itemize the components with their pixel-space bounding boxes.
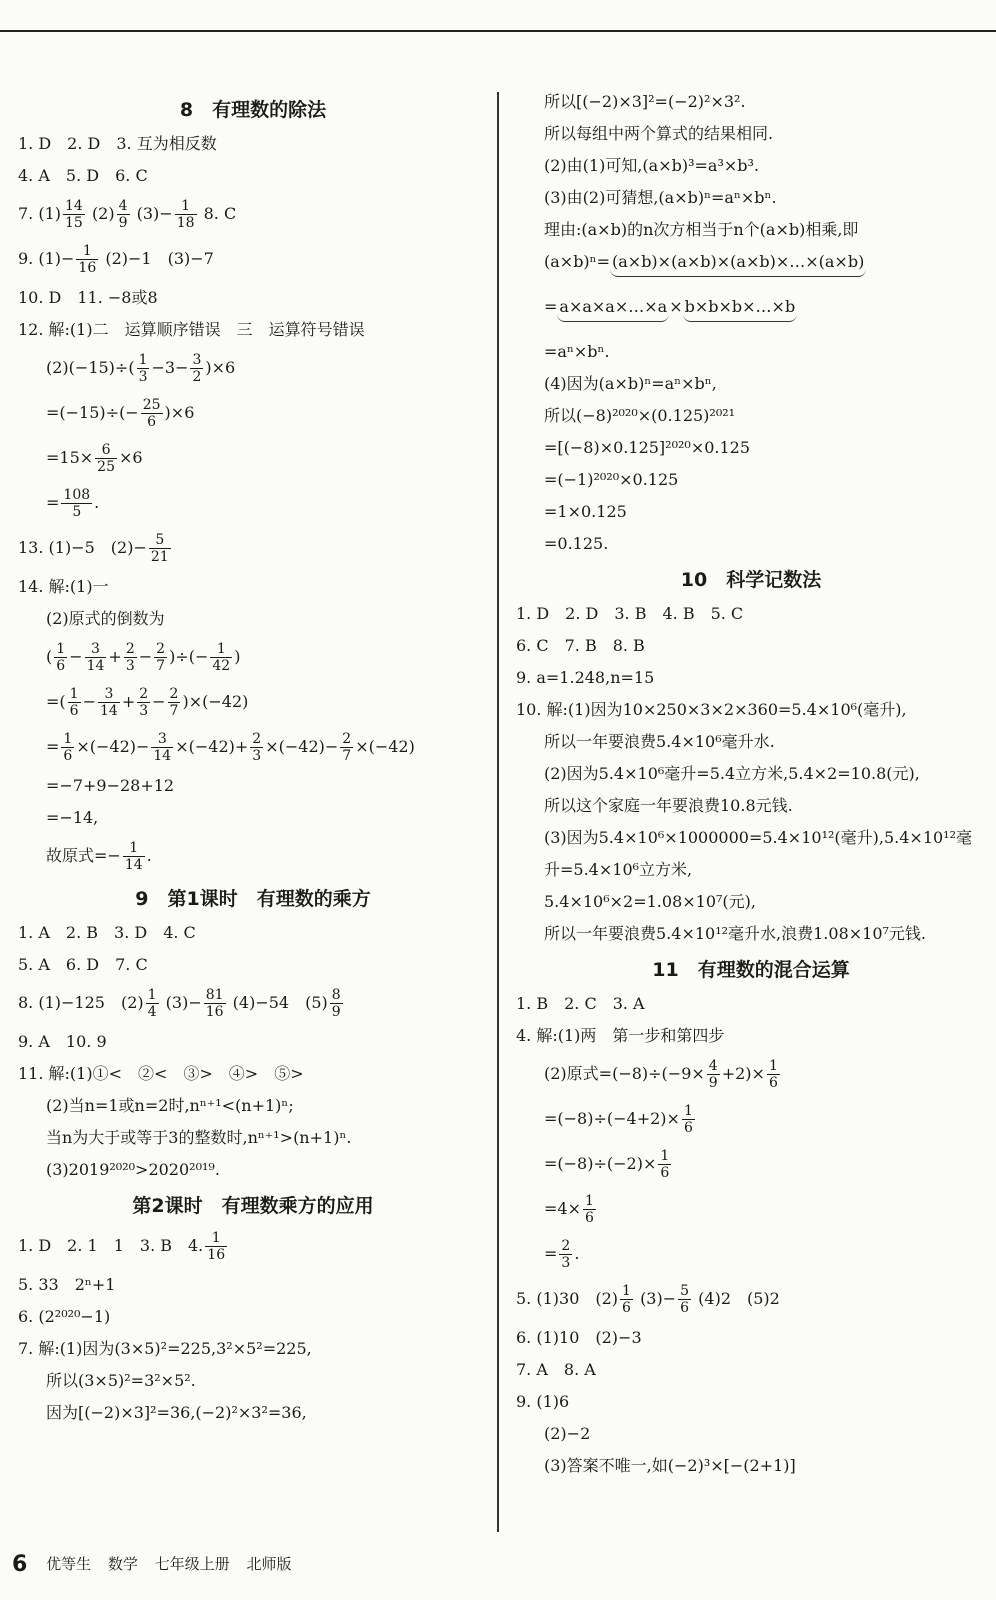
answer-line: 7. (1) $\frac{14}{15}$ (2) $\frac{4}{9}$ (3)− $\frac{1}{18}$ 8. C [18, 198, 237, 231]
answer-line: 1. D 2. 1 1 3. B 4. $\frac{1}{16}$ [18, 1230, 226, 1263]
math-line: =(−8)÷(−2)× $\frac{1}{6}$ [544, 1148, 670, 1181]
answer-line: 1. B 2. C 3. A [516, 994, 645, 1013]
right-column [516, 90, 986, 1482]
fraction: $\frac{3}{14}$ [153, 731, 172, 764]
page-number: 6 [12, 1552, 28, 1577]
math-line: =[(−8)×0.125]²⁰²⁰×0.125 [544, 438, 751, 457]
fraction: $\frac{4}{9}$ [118, 198, 128, 231]
math-line: = $\frac{1}{6}$ ×(−42)− $\frac{3}{14}$ ×(−42)+ $\frac{2}{3}$ ×(−42)− $\frac{2}{7}$ ×(−42) [46, 731, 415, 764]
math-line: (3)答案不唯一,如(−2)³×[−(2+1)] [544, 1456, 796, 1475]
answer-line: 7. A 8. A [516, 1360, 596, 1379]
section-heading-9: 9 第1课时 有理数的乘方 [135, 888, 371, 910]
math-line: 当n为大于或等于3的整数时,nⁿ⁺¹>(n+1)ⁿ. [46, 1128, 352, 1147]
underbrace: a×a×a×…×a [557, 297, 669, 322]
fraction: $\frac{1}{18}$ [176, 198, 195, 231]
math-line: (2)当n=1或n=2时,nⁿ⁺¹<(n+1)ⁿ; [46, 1096, 294, 1115]
fraction: $\frac{81}{16}$ [205, 987, 224, 1020]
section-heading-8: 8 有理数的除法 [179, 99, 327, 121]
math-line: ( $\frac{1}{6}$ − $\frac{3}{14}$ + $\frac{2}{3}$ − $\frac{2}{7}$ )÷(− $\frac{1}{42}$ ) [46, 641, 241, 674]
answer-line: 1. D 2. D 3. 互为相反数 [18, 134, 217, 153]
left-column [18, 90, 488, 1429]
fraction: $\frac{2}{3}$ [561, 1238, 571, 1271]
math-line: =(−8)÷(−4+2)× $\frac{1}{6}$ [544, 1103, 693, 1136]
math-line: (3)因为5.4×10⁶×1000000=5.4×10¹²(毫升),5.4×10¹²毫 [544, 828, 973, 847]
math-line: 理由:(a×b)的n次方相当于n个(a×b)相乘,即 [544, 220, 859, 239]
answer-line: 5. A 6. D 7. C [18, 955, 148, 974]
fraction: $\frac{2}{3}$ [139, 686, 149, 719]
fraction: $\frac{6}{25}$ [97, 442, 115, 475]
math-line: =(−1)²⁰²⁰×0.125 [544, 470, 679, 489]
section-heading-9b: 第2课时 有理数乘方的应用 [132, 1195, 374, 1217]
fraction: $\frac{1}{6}$ [660, 1148, 670, 1181]
fraction: $\frac{1}{6}$ [768, 1058, 778, 1091]
subject: 数学 [107, 1555, 138, 1573]
fraction: $\frac{2}{7}$ [156, 641, 166, 674]
fraction: $\frac{8}{9}$ [331, 987, 341, 1020]
math-line: 升=5.4×10⁶立方米, [544, 860, 693, 879]
math-line: (2)因为5.4×10⁶毫升=5.4立方米,5.4×2=10.8(元), [544, 764, 920, 783]
answer-line: 5. 33 2ⁿ+1 [18, 1275, 116, 1294]
edition: 北师版 [246, 1555, 292, 1573]
math-line: (2)−2 [544, 1424, 591, 1443]
answer-line: 4. A 5. D 6. C [18, 166, 148, 185]
answer-line: 12. 解:(1)二 运算顺序错误 三 运算符号错误 [18, 320, 365, 339]
fraction: $\frac{1}{16}$ [207, 1230, 226, 1263]
answer-line: 6. C 7. B 8. B [516, 636, 645, 655]
math-line: (3)2019²⁰²⁰>2020²⁰¹⁹. [46, 1160, 220, 1179]
fraction: $\frac{1}{3}$ [138, 352, 148, 385]
answer-line: 4. 解:(1)两 第一步和第四步 [516, 1026, 725, 1045]
fraction: $\frac{1}{6}$ [622, 1283, 631, 1316]
answer-line: 9. A 10. 9 [18, 1032, 107, 1051]
answer-line: 9. a=1.248,n=15 [516, 668, 655, 687]
column-divider [497, 92, 499, 1532]
fraction: $\frac{25}{6}$ [142, 397, 161, 430]
math-line: 所以每组中两个算式的结果相同. [544, 124, 774, 143]
fraction: $\frac{14}{15}$ [65, 198, 83, 231]
answer-line: 14. 解:(1)一 [18, 577, 109, 596]
fraction: $\frac{3}{14}$ [99, 686, 118, 719]
fraction: $\frac{5}{6}$ [680, 1283, 690, 1316]
fraction: $\frac{1}{6}$ [683, 1103, 693, 1136]
math-line: =4× $\frac{1}{6}$ [544, 1193, 594, 1226]
fraction: $\frac{3}{2}$ [192, 352, 202, 385]
section-heading-10: 10 科学记数法 [680, 569, 822, 591]
fraction: $\frac{1}{42}$ [212, 641, 231, 674]
math-line: 故原式=− $\frac{1}{14}$ . [46, 840, 152, 873]
math-line: (2)原式=(−8)÷(−9× $\frac{4}{9}$ +2)× $\frac{1}{6}$ [544, 1058, 778, 1091]
math-line: = $\frac{2}{3}$ . [544, 1238, 580, 1271]
fraction: $\frac{1}{6}$ [63, 731, 73, 764]
answer-line: 13. (1)−5 (2)− $\frac{5}{21}$ [18, 532, 169, 565]
math-line: 所以[(−2)×3]²=(−2)²×3². [544, 92, 746, 111]
math-line: 所以一年要浪费5.4×10⁶毫升水. [544, 732, 775, 751]
math-line: (2)原式的倒数为 [46, 609, 165, 628]
math-line: 所以(3×5)²=3²×5². [46, 1371, 196, 1390]
answer-line: 1. D 2. D 3. B 4. B 5. C [516, 604, 744, 623]
series-name: 优等生 [46, 1555, 92, 1573]
fraction: $\frac{1}{4}$ [147, 987, 157, 1020]
grade: 七年级上册 [154, 1555, 230, 1573]
answer-line: 8. (1)−125 (2) $\frac{1}{4}$ (3)− $\frac{81}{16}$ (4)−54 (5) $\frac{8}{9}$ [18, 987, 341, 1020]
math-line: (2)(−15)÷( $\frac{1}{3}$ −3− $\frac{3}{2}$ )×6 [46, 352, 236, 385]
math-line: = a×a×a×…×a × b×b×b×…×b [516, 291, 986, 336]
math-line: (2)由(1)可知,(a×b)³=a³×b³. [544, 156, 760, 175]
math-line: 所以一年要浪费5.4×10¹²毫升水,浪费1.08×10⁷元钱. [544, 924, 927, 943]
answer-line: 9. (1)− $\frac{1}{16}$ (2)−1 (3)−7 [18, 243, 214, 276]
fraction: $\frac{2}{3}$ [252, 731, 262, 764]
math-line: 所以(−8)²⁰²⁰×(0.125)²⁰²¹ [544, 406, 736, 425]
underbrace: (a×b)×(a×b)×(a×b)×…×(a×b) [610, 252, 866, 277]
answer-line: 1. A 2. B 3. D 4. C [18, 923, 196, 942]
math-line: 5.4×10⁶×2=1.08×10⁷(元), [544, 892, 756, 911]
answer-line: 10. 解:(1)因为10×250×3×2×360=5.4×10⁶(毫升), [516, 700, 907, 719]
page-footer [12, 1552, 304, 1577]
fraction: $\frac{1}{16}$ [78, 243, 97, 276]
fraction: $\frac{108}{5}$ [63, 487, 91, 520]
math-line: (4)因为(a×b)ⁿ=aⁿ×bⁿ, [544, 374, 717, 393]
answer-line: 7. 解:(1)因为(3×5)²=225,3²×5²=225, [18, 1339, 312, 1358]
answer-line: 6. (1)10 (2)−3 [516, 1328, 642, 1347]
math-line: 因为[(−2)×3]²=36,(−2)²×3²=36, [46, 1403, 307, 1422]
top-rule [0, 30, 996, 32]
fraction: $\frac{2}{3}$ [125, 641, 135, 674]
fraction: $\frac{1}{14}$ [124, 840, 143, 873]
math-line: =0.125. [544, 534, 609, 553]
fraction: $\frac{5}{21}$ [150, 532, 169, 565]
answer-line: 6. (2²⁰²⁰−1) [18, 1307, 111, 1326]
fraction: $\frac{1}{6}$ [56, 641, 66, 674]
fraction: $\frac{4}{9}$ [708, 1058, 718, 1091]
answer-line: 9. (1)6 [516, 1392, 570, 1411]
underbrace: b×b×b×…×b [683, 297, 798, 322]
fraction: $\frac{3}{14}$ [86, 641, 105, 674]
fraction: $\frac{1}{6}$ [69, 686, 79, 719]
math-line: =15× $\frac{6}{25}$ ×6 [46, 442, 143, 475]
fraction: $\frac{2}{7}$ [342, 731, 352, 764]
fraction: $\frac{1}{6}$ [585, 1193, 594, 1226]
math-line: =1×0.125 [544, 502, 627, 521]
section-heading-11: 11 有理数的混合运算 [652, 959, 850, 981]
math-line: 所以这个家庭一年要浪费10.8元钱. [544, 796, 793, 815]
math-line: =aⁿ×bⁿ. [544, 342, 610, 361]
math-line: = $\frac{108}{5}$ . [46, 487, 100, 520]
math-line: =−14, [46, 808, 99, 827]
answer-line: 5. (1)30 (2) $\frac{1}{6}$ (3)− $\frac{5}{6}$ (4)2 (5)2 [516, 1283, 780, 1316]
answer-line: 11. 解:(1)①< ②< ③> ④> ⑤> [18, 1064, 304, 1083]
math-line: =( $\frac{1}{6}$ − $\frac{3}{14}$ + $\frac{2}{3}$ − $\frac{2}{7}$ )×(−42) [46, 686, 249, 719]
answer-line: 10. D 11. −8或8 [18, 288, 158, 307]
math-line: =−7+9−28+12 [46, 776, 175, 795]
fraction: $\frac{2}{7}$ [169, 686, 179, 719]
math-line: =(−15)÷(− $\frac{25}{6}$ )×6 [46, 397, 195, 430]
math-line: (a×b)ⁿ= (a×b)×(a×b)×(a×b)×…×(a×b) [516, 246, 986, 291]
math-line: (3)由(2)可猜想,(a×b)ⁿ=aⁿ×bⁿ. [544, 188, 777, 207]
